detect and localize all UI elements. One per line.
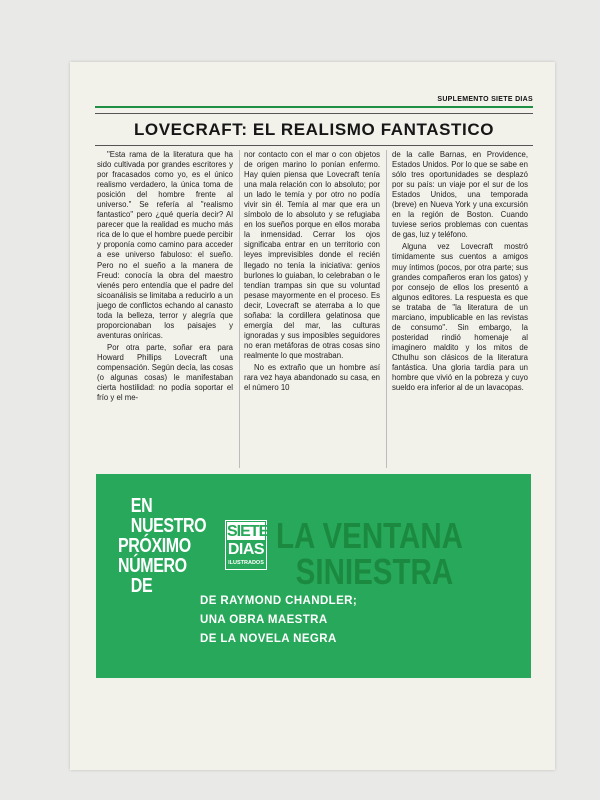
column-2-paragraph-1: nor contacto con el mar o con objetos de origen marino lo ponían enfermo. Hay quien piensa que Lovecraft tenía una mala relación con lo absoluto; por un lado le temía y por otro no podía vivir sin él. Temía al mar que era un símbolo de lo absoluto y se refugiaba en los sueños porque en ellos moraba la inmensidad. Cerrar los ojos significaba entrar en un territorio con leyes imprevisibles donde el recién llegado no tenía la iniciativa: genios burlones lo guiaban, lo celebraban o le tendían trampas sin que su voluntad pesase mayormente en el proceso. Es decir, Lovecraft se aterraba a lo que soñaba: la cordillera gelatinosa que emergía del mar, las culturas ignoradas y sus imposibles seguidores no eran metáforas de otras cosas sino realmente lo que mostraban.	[244, 150, 380, 360]
column-divider	[239, 150, 240, 468]
running-head: SUPLEMENTO SIETE DIAS	[437, 96, 533, 103]
article-column-1	[97, 150, 233, 468]
logo-ilustrados: ILUSTRADOS	[228, 560, 264, 566]
promo-line: PRÓXIMO	[118, 535, 191, 557]
column-1-paragraph-2: Por otra parte, soñar era para Howard Phillips Lovecraft una compensación. Según decía, las cosas (o algunas cosas) le manifestaban cierta hostilidad: no podía soportar el frío y el me-	[97, 342, 233, 403]
siete-dias-logo	[225, 520, 267, 570]
title-rule-bottom	[95, 145, 533, 146]
feature-title-line-1: LA VENTANA	[276, 515, 463, 556]
tagline-line-1: DE RAYMOND CHANDLER;	[200, 595, 358, 607]
promo-text	[118, 496, 206, 596]
title-rule-top	[95, 113, 533, 114]
logo-siete: SIETE	[227, 523, 269, 540]
article-title: LOVECRAFT: EL REALISMO FANTASTICO	[133, 120, 495, 139]
promo-line: NUESTRO	[130, 515, 207, 537]
promo-line: NÚMERO	[118, 555, 187, 577]
column-1-paragraph-1: "Esta rama de la literatura que ha sido cultivada por grandes escritores y por fracasados como yo, es el único realismo verdadero, la única toma de posición del hombre frente al universo." Se refería al "realismo fantastico" pero ¿qué quería decir? Al parecer que la realidad es mucho más rica de lo que el hombre puede percibir y proponía como camino para acceder a ese universo fabuloso: el sueño. Pero no el sueño a la manera de Freud: conocía la obra del maestro vienés pero entendía que el padre del sicoanálisis se limitaba a reducirlo a un juego de conflictos echando al canasto toda la belleza, terror y alegría que proporcionaban los paisajes y aventuras oníricas.	[97, 150, 233, 340]
feature-title	[276, 515, 481, 592]
column-3-paragraph-1: de la calle Barnas, en Providence, Estados Unidos. Por lo que se sabe en sólo tres oportunidades se desplazó por su país: un viaje por el sur de los Estados Unidos, una temporada (breve) en Nueva York y una excursión en la región de Boston. Cuando tuviese serios problemas con cuentas de gas, luz y teléfono.	[392, 150, 528, 240]
article-column-3	[392, 150, 528, 468]
advert-tagline	[200, 592, 430, 649]
tagline-line-3: DE LA NOVELA NEGRA	[200, 633, 337, 645]
promo-line: DE	[130, 575, 153, 597]
header-rule	[95, 106, 533, 108]
column-2-paragraph-2: No es extraño que un hombre así rara vez haya abandonado su casa, en el número 10	[244, 362, 380, 393]
column-divider	[386, 150, 387, 468]
next-issue-advert	[96, 474, 531, 678]
logo-dias: DIAS	[227, 541, 265, 558]
promo-line: EN	[130, 495, 153, 517]
feature-title-line-2: SINIESTRA	[295, 551, 454, 592]
column-3-paragraph-2: Alguna vez Lovecraft mostró tímidamente sus cuentos a amigos muy íntimos (pocos, por otra parte; sus grandes compañeros eran los gatos) y por consejo de ellos los presentó a algunos editores. La respuesta es que se trataba de "la literatura de un marciano, impublicable en las revistas de consumo". Sin embargo, la posteridad rindió homenaje al imaginero maldito y los mitos de Cthulhu son clásicos de la literatura fantástica. Una gloria tardía para un hombre que vivió en la pobreza y cuyo sueldo era inferior al de un lavacopas.	[392, 242, 528, 393]
tagline-line-2: UNA OBRA MAESTRA	[200, 614, 328, 626]
article-column-2	[244, 150, 380, 468]
